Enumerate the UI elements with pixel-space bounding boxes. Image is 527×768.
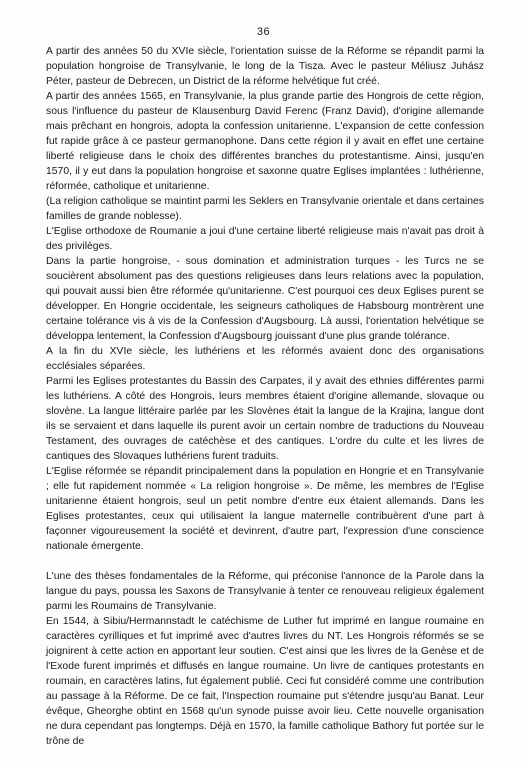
- paragraph: Parmi les Eglises protestantes du Bassin des Carpates, il y avait des ethnies différentes parmi les luthériens. A côté des Hongrois, leurs membres étaient d'origine allemande, slovaque ou slovène. La langue littéraire parlée par les Slovènes était la langue de la Krajina, langue dont ils se servaient et dans laquelle ils purent avoir un certain nombre de traductions du Nouveau Testament, des ouvrages de catéchèse et des cantiques. L'ordre du culte et les livres de cantiques des Slovaques luthériens furent traduits.: [46, 376, 484, 462]
- paragraph: A partir des années 1565, en Transylvanie, la plus grande partie des Hongrois de cette région, sous l'influence du pasteur de Klausenburg David Ferenc (Franz David), d'origine allemande mais prêchant en hongrois, adopta la confession unitarienne. L'expansion de cette confession fut rapide grâce à ce pasteur germanophone. Dans cette région il y avait en effet une certaine liberté religieuse dans le choix des différentes branches du protestantisme. Ainsi, jusqu'en 1570, il y eut dans la population hongroise et saxonne quatre Eglises implantées : luthérienne, réformée, catholique et unitarienne.: [46, 91, 484, 192]
- paragraph: L'Eglise orthodoxe de Roumanie a joui d'une certaine liberté religieuse mais n'avait pas droit à des privilèges.: [46, 226, 484, 252]
- paragraph: Dans la partie hongroise, - sous domination et administration turques - les Turcs ne se soucièrent absolument pas des questions religieuses dans leurs relations avec la population, qui pouvait aussi bien être réformée qu'unitarienne. C'est pourquoi ces deux Eglises purent se développer. En Hongrie occidentale, les seigneurs catholiques de Habsbourg montrèrent une certaine tolérance vis à vis de la Confession d'Augsbourg. Là aussi, l'orientation helvétique se développa lentement, la Confession d'Augsbourg jouissant d'une plus grande tolérance.: [46, 256, 484, 342]
- paragraph: L'Eglise réformée se répandit principalement dans la population en Hongrie et en Transylvanie ; elle fut rapidement nommée « La religion hongroise ». De même, les membres de l'Eglise unitarienne étaient hongrois, seul un petit nombre d'entre eux étaient allemands. Dans les Eglises protestantes, ceux qui utilisaient la langue maternelle contribuèrent d'une part à façonner vigoureusement la société et devinrent, d'autre part, l'expression d'une conscience nationale émergente.: [46, 466, 484, 552]
- paragraph: A la fin du XVIe siècle, les luthériens et les réformés avaient donc des organisations ecclésiales séparées.: [46, 346, 484, 372]
- document-body: [46, 44, 484, 749]
- paragraph: En 1544, à Sibiu/Hermannstadt le catéchisme de Luther fut imprimé en langue roumaine en caractères cyrilliques et fut imprimé avec d'autres livres du NT. Les Hongrois réformés se se joignirent à cette action en apportant leur soutien. C'est ainsi que les livres de la Genèse et de l'Exode furent imprimés et diffusés en langue roumaine. Un livre de cantiques protestants en roumain, en caractères latins, fut également publié. Ceci fut considéré comme une contribution au passage à la Réforme. De ce fait, l'Inspection roumaine put s'étendre jusqu'au Banat. Leur évêque, Gheorghe obtint en 1568 qu'un synode puisse avoir lieu. Cette nouvelle organisation ne dura cependant pas longtemps. Déjà en 1570, la famille catholique Bathory fut portée sur le trône de: [46, 616, 484, 747]
- paragraph: (La religion catholique se maintint parmi les Seklers en Transylvanie orientale et dans certaines familles de grande noblesse).: [46, 196, 484, 222]
- page-number: 36: [256, 26, 271, 38]
- paragraph: L'une des thèses fondamentales de la Réforme, qui préconise l'annonce de la Parole dans la langue du pays, poussa les Saxons de Transylvanie à tenter ce renouveau religieux également parmi les Roumains de Transylvanie.: [46, 571, 484, 612]
- section-gap: [46, 554, 484, 569]
- paragraph: A partir des années 50 du XVIe siècle, l'orientation suisse de la Réforme se répandit parmi la population hongroise de Transylvanie, le long de la Tisza. Avec le pasteur Méliusz Juhász Péter, pasteur de Debrecen, un District de la réforme helvétique fut créé.: [46, 46, 484, 87]
